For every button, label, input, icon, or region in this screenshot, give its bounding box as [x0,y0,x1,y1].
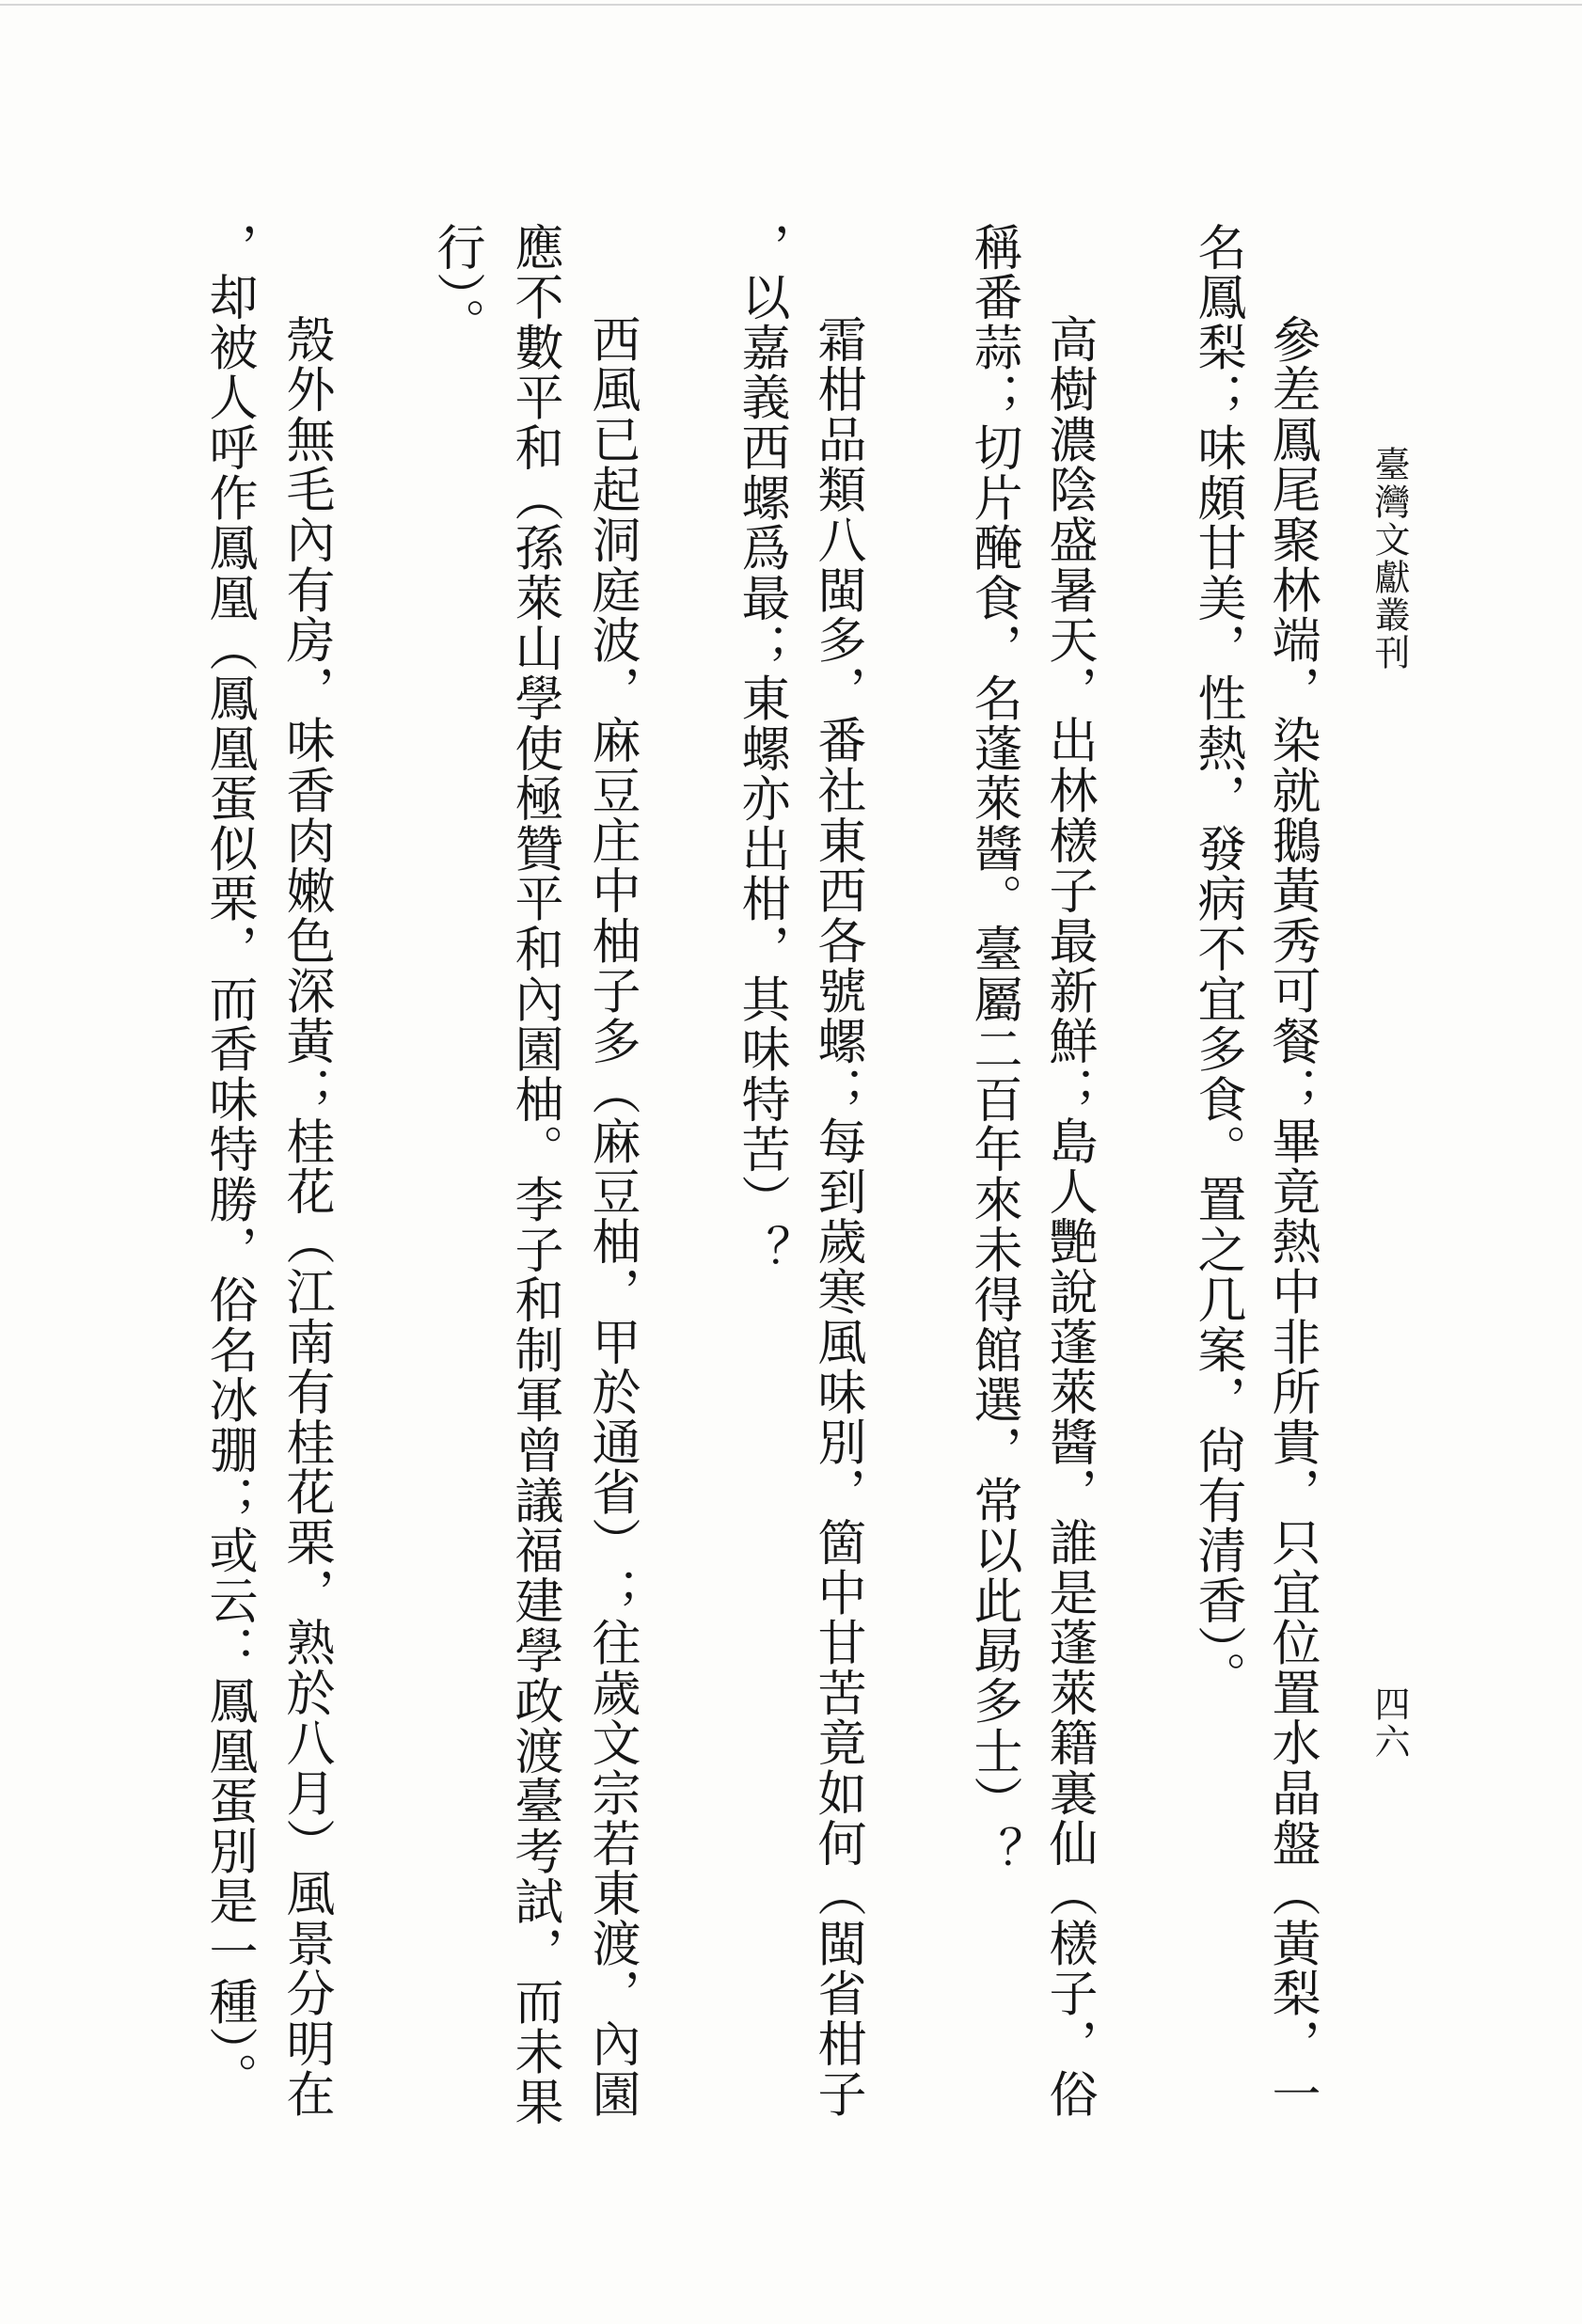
poem-5-column-2: ，却被人呼作鳳凰（鳳凰蛋似栗，而香味特勝，俗名冰弸；或云：鳳凰蛋別是一種）。 [200,222,257,2103]
poem-2-column-2: 稱番蒜；切片醃食，名蓬萊醬。臺屬二百年來未得館選，常以此勗多士）？ [965,222,1021,1876]
poem-3-column-2: ，以嘉義西螺爲最；東螺亦出柑，其味特苦）？ [733,222,789,1275]
poem-3-column-1: 霜柑品類八閩多，番社東西各號螺；每到歲寒風味別，箇中甘苦竟如何（閩省柑子 [809,314,865,2119]
poem-1-column-2: 名鳳梨；味頗甘美，性熱，發病不宜多食。置之几案，尙有清香）。 [1189,222,1245,1701]
poem-5-column-1: 殼外無毛內有房，味香肉嫩色深黃；桂花（江南有桂花栗，熟於八月）風景分明在 [277,314,334,2119]
poem-1-column-1: 參差鳳尾聚林端，染就鵝黃秀可餐；畢竟熱中非所貴，只宜位置水晶盤（黃梨，一 [1263,314,1320,2119]
poem-4-column-2: 應不數平和（孫萊山學使極贊平和內園柚。李子和制軍曾議福建學政渡臺考試，而未果 [506,222,562,2127]
poem-2-column-1: 高樹濃陰盛暑天，出林檨子最新鮮；島人艷說蓬萊醬，誰是蓬萊籍裏仙（檨子，俗 [1040,314,1097,2119]
running-header-title: 臺灣文獻叢刊 [1368,446,1410,672]
poem-4-column-3: 行）。 [428,222,484,348]
scan-edge-line [0,4,1582,6]
poem-4-column-1: 西風已起洞庭波，麻豆庄中柚子多（麻豆柚，甲於通省）；往歲文宗若東渡，內園 [583,314,640,2119]
page-number: 四六 [1368,1685,1410,1761]
